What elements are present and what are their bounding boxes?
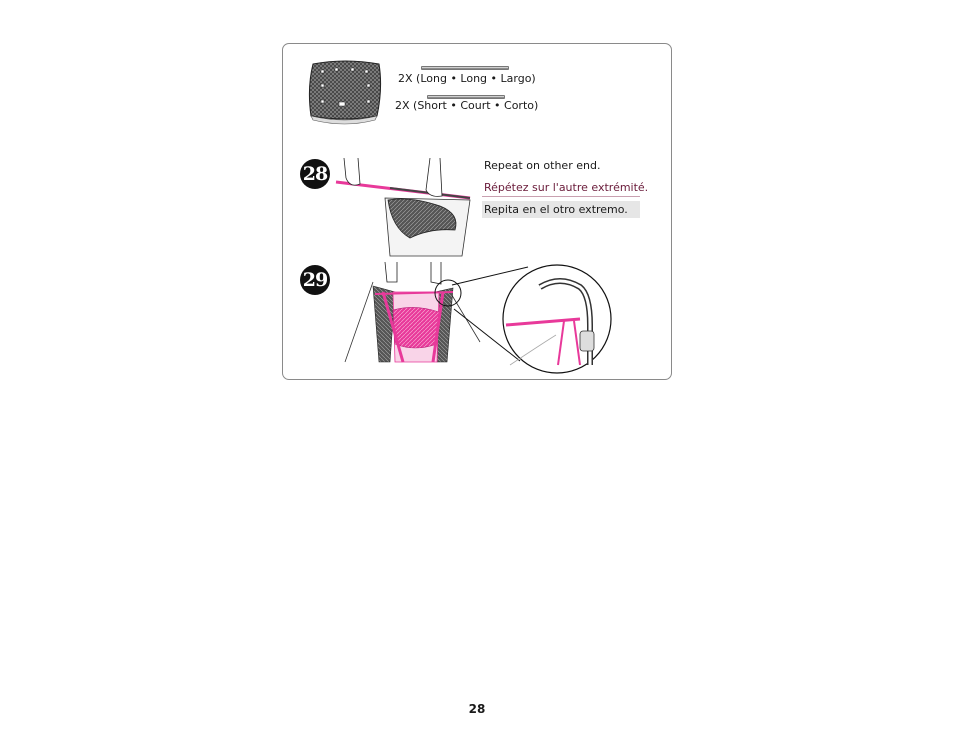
step-28-text-french: Répétez sur l'autre extrémité. [482, 179, 640, 197]
step-28-text-spanish: Repita en el otro extremo. [482, 201, 640, 218]
step-28-text-english: Repeat on other end. [484, 159, 601, 172]
mattress-pad-illustration [305, 58, 385, 128]
part-label-short: 2X (Short • Court • Corto) [395, 99, 539, 112]
step-number-badge: 29 [300, 265, 330, 295]
long-rod-icon [421, 66, 509, 70]
step-number-badge: 28 [300, 159, 330, 189]
part-label-long: 2X (Long • Long • Largo) [398, 72, 536, 85]
page-number: 28 [468, 702, 486, 716]
step-28-illustration [330, 158, 480, 258]
zoom-detail-illustration [440, 265, 615, 377]
